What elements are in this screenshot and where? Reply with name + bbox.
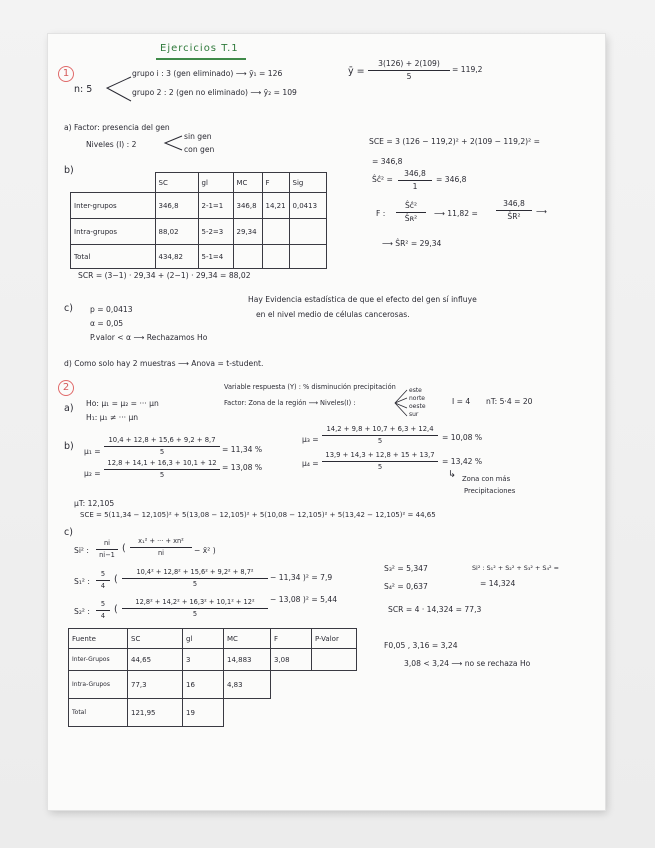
title-underline — [156, 58, 246, 60]
conclusion-line-1: Hay Evidencia estadística de que el efecto del gen sí influye — [248, 295, 477, 304]
si2-coef-numerator: ni — [96, 540, 118, 550]
table2-cell: 77,3 — [128, 671, 183, 699]
sc2-numerator: 346,8 — [398, 170, 432, 181]
grand-mean-numerator: 3(126) + 2(109) — [368, 60, 450, 71]
mu4-result: = 13,42 % — [442, 457, 483, 466]
table2-cell — [224, 699, 271, 727]
alpha-value: α = 0,05 — [90, 319, 124, 328]
scr-line: SCR = (3−1) · 29,34 + (2−1) · 29,34 = 88,02 — [78, 271, 251, 280]
part-a-levels: Niveles (I) : 2 — [86, 140, 137, 149]
table1-header-f: F — [262, 173, 289, 193]
f-value: ⟶ 11,82 = — [434, 209, 478, 218]
mu4-lhs: μ₄ = — [302, 459, 319, 468]
table2-cell — [271, 699, 312, 727]
mu1-numerator: 10,4 + 12,8 + 15,6 + 9,2 + 8,7 — [104, 437, 220, 447]
mu3-denominator: 5 — [377, 436, 383, 445]
table2-cell: Intra-Grupos — [69, 671, 128, 699]
f-denominator: Ŝʀ² — [404, 213, 418, 223]
s22-big-denominator: 5 — [192, 609, 198, 618]
table2-cell — [312, 699, 357, 727]
p-value-decision: P.valor < α ⟶ Rechazamos Ho — [90, 333, 208, 342]
si2-inner-numerator: x₁² + ··· + xn² — [130, 538, 192, 548]
mu1-denominator: 5 — [159, 447, 165, 456]
table1-cell: 2-1=1 — [198, 193, 233, 219]
f-fraction — [396, 202, 426, 222]
si2-open-paren: ( — [122, 543, 126, 554]
anova-table-1 — [70, 172, 327, 269]
mu3-lhs: μ₃ = — [302, 435, 319, 444]
s12-tail: − 11,34 )² = 7,9 — [270, 573, 333, 582]
table2-header-f: F — [271, 629, 312, 649]
s22-coef-numerator: 5 — [96, 601, 110, 611]
table2-cell: Inter-Grupos — [69, 649, 128, 671]
exercise-1-number: 1 — [58, 66, 74, 82]
table1-cell — [262, 245, 289, 269]
mu3-fraction — [322, 426, 438, 445]
f-arrow: ⟶ — [536, 207, 547, 216]
s42-value: S₄² = 0,637 — [384, 582, 428, 591]
table1-cell — [233, 245, 262, 269]
grand-mean-denominator: 5 — [406, 71, 412, 81]
group-1-line: grupo i : 3 (gen eliminado) ⟶ ȳ₁ = 126 — [132, 69, 283, 78]
level-sin-gen: sin gen — [184, 132, 212, 141]
exercise-2-number: 2 — [58, 380, 74, 396]
table2-cell: 44,65 — [128, 649, 183, 671]
table1-cell: 88,02 — [155, 219, 198, 245]
s12-coef-fraction — [96, 571, 110, 589]
table2-header-pvalor: P-Valor — [312, 629, 357, 649]
group-2-line: grupo 2 : 2 (gen no eliminado) ⟶ ȳ₂ = 109 — [132, 88, 297, 97]
table1-cell: 346,8 — [233, 193, 262, 219]
table1-header-gl: gl — [198, 173, 233, 193]
ex2-scr: SCR = 4 · 14,324 = 77,3 — [388, 605, 482, 614]
mu1-fraction — [104, 437, 220, 456]
f2-fraction — [496, 200, 532, 220]
s12-lhs: S₁² : — [74, 577, 90, 586]
table1-cell — [289, 245, 326, 269]
sc2-result: = 346,8 — [436, 175, 467, 184]
table1-cell: Intra-grupos — [71, 219, 156, 245]
sce-line-2: = 346,8 — [372, 157, 403, 166]
mu4-denominator: 5 — [377, 462, 383, 471]
f-lhs: F : — [376, 209, 386, 218]
table1-header-sc: SC — [155, 173, 198, 193]
alt-hypothesis: H₁: μ₁ ≠ ··· μn — [86, 413, 139, 422]
sample-size: n: 5 — [74, 84, 93, 95]
si2-inner-fraction — [130, 538, 192, 556]
mu4-numerator: 13,9 + 14,3 + 12,8 + 15 + 13,7 — [322, 452, 438, 462]
mu1-result: = 11,34 % — [222, 445, 263, 454]
s32-value: S₃² = 5,347 — [384, 564, 428, 573]
table2-cell: Total — [69, 699, 128, 727]
table2-cell: 121,95 — [128, 699, 183, 727]
grand-mean-lhs: ȳ = — [348, 66, 365, 77]
table2-cell — [312, 649, 357, 671]
num-levels: I = 4 — [452, 397, 471, 406]
s22-tail: − 13,08 )² = 5,44 — [270, 595, 338, 604]
table1-cell: Total — [71, 245, 156, 269]
mu2-denominator: 5 — [159, 470, 165, 479]
s12-big-denominator: 5 — [192, 579, 198, 588]
table2-cell — [271, 671, 312, 699]
table2-cell: 16 — [183, 671, 224, 699]
sc2-fraction — [398, 170, 432, 190]
grand-mean-mut: μT: 12,105 — [74, 499, 115, 508]
s22-open-paren: ( — [114, 604, 118, 615]
table2-header-sc: SC — [128, 629, 183, 649]
si2-sum: Si² : S₁² + S₂² + S₃² + S₄² = — [472, 564, 559, 572]
table1-cell: 434,82 — [155, 245, 198, 269]
table2-cell: 14,883 — [224, 649, 271, 671]
sr2-result: ⟶ ŜR² = 29,34 — [382, 239, 442, 248]
s22-big-fraction — [122, 599, 268, 617]
table1-cell: Inter-grupos — [71, 193, 156, 219]
table1-cell: 0,0413 — [289, 193, 326, 219]
s12-coef-denominator: 4 — [100, 581, 106, 590]
table2-cell: 3,08 — [271, 649, 312, 671]
table1-cell: 346,8 — [155, 193, 198, 219]
s22-coef-denominator: 4 — [100, 611, 106, 620]
table1-cell — [289, 219, 326, 245]
grand-mean-fraction — [368, 60, 450, 80]
part-b-label: b) — [64, 165, 74, 176]
table1-cell: 29,34 — [233, 219, 262, 245]
sce-line-1: SCE = 3 (126 − 119,2)² + 2(109 − 119,2)² = — [369, 137, 540, 146]
s22-big-numerator: 12,8² + 14,2² + 16,3² + 10,1² + 12² — [122, 599, 268, 609]
mu2-lhs: μ₂ = — [84, 469, 101, 478]
mu2-result: = 13,08 % — [222, 463, 263, 472]
mu2-fraction — [104, 460, 220, 479]
si2-lhs: Si² : — [74, 546, 89, 555]
null-hypothesis: Ho: μ₁ = μ₂ = ··· μn — [86, 399, 159, 408]
brace-branch-svg — [103, 73, 133, 105]
page-title: Ejercicios T.1 — [160, 43, 239, 54]
s12-big-fraction — [122, 569, 268, 587]
table2-cell — [312, 671, 357, 699]
factor-zone: Factor: Zona de la región ⟶ Niveles(I) : — [224, 399, 356, 407]
f-critical: F0,05 , 3,16 = 3,24 — [384, 641, 458, 650]
note-arrow-icon: ↳ — [448, 469, 456, 480]
f2-numerator: 346,8 — [496, 200, 532, 211]
s22-coef-fraction — [96, 601, 110, 619]
mu3-numerator: 14,2 + 9,8 + 10,7 + 6,3 + 12,4 — [322, 426, 438, 436]
response-variable: Variable respuesta (Y) : % disminución precipitación — [224, 383, 396, 391]
levels-branch-svg — [162, 133, 184, 153]
total-n: nT: 5·4 = 20 — [486, 397, 533, 406]
f-numerator: Ŝĉ² — [396, 202, 426, 213]
part-a-factor: a) Factor: presencia del gen — [64, 123, 170, 132]
zone-norte: norte — [409, 395, 425, 402]
table1-cell: 5-2=3 — [198, 219, 233, 245]
f2-denominator: ŜR² — [507, 211, 521, 221]
anova-table-2 — [68, 628, 357, 727]
mu1-lhs: μ₁ = — [84, 447, 101, 456]
s12-coef-numerator: 5 — [96, 571, 110, 581]
si2-sum-value: = 14,324 — [480, 579, 516, 588]
zones-branch-svg — [393, 388, 409, 418]
table2-cell: 3 — [183, 649, 224, 671]
si2-coef-denominator: ni−1 — [99, 550, 115, 559]
grand-mean-result: = 119,2 — [452, 65, 483, 74]
ex2-part-c-label: c) — [64, 527, 73, 538]
level-con-gen: con gen — [184, 145, 215, 154]
ex2-part-a-label: a) — [64, 403, 74, 414]
table1-header-sig: Sig — [289, 173, 326, 193]
table2-cell: 19 — [183, 699, 224, 727]
p-value: p = 0,0413 — [90, 305, 133, 314]
zone-oeste: oeste — [409, 403, 426, 410]
s22-lhs: S₂² : — [74, 607, 90, 616]
table1-cell: 5-1=4 — [198, 245, 233, 269]
si2-tail: − x̄² ) — [194, 546, 216, 555]
part-c-label: c) — [64, 303, 73, 314]
sc2-lhs: Ŝĉ² = — [372, 175, 393, 184]
part-d-text: d) Como solo hay 2 muestras ⟶ Anova = t-student. — [64, 359, 264, 368]
table1-cell — [262, 219, 289, 245]
conclusion-line-2: en el nivel medio de células cancerosas. — [256, 310, 410, 319]
mu2-numerator: 12,8 + 14,1 + 16,3 + 10,1 + 12 — [104, 460, 220, 470]
mu4-fraction — [322, 452, 438, 471]
note-line-2: Precipitaciones — [464, 487, 516, 495]
table1-header-empty — [71, 173, 156, 193]
sc2-denominator: 1 — [412, 181, 418, 191]
s12-big-numerator: 10,4² + 12,8² + 15,6² + 9,2² + 8,7² — [122, 569, 268, 579]
mu3-result: = 10,08 % — [442, 433, 483, 442]
si2-inner-denominator: ni — [157, 548, 164, 557]
ex2-conclusion: 3,08 < 3,24 ⟶ no se rechaza Ho — [404, 659, 531, 668]
table2-header-gl: gl — [183, 629, 224, 649]
s12-open-paren: ( — [114, 574, 118, 585]
table1-header-mc: MC — [233, 173, 262, 193]
table2-header-fuente: Fuente — [69, 629, 128, 649]
zone-este: este — [409, 387, 422, 394]
note-line-1: Zona con más — [462, 475, 511, 483]
ex2-part-b-label: b) — [64, 441, 74, 452]
table1-cell: 14,21 — [262, 193, 289, 219]
zone-sur: sur — [409, 411, 419, 418]
ex2-sce-line: SCE = 5(11,34 − 12,105)² + 5(13,08 − 12,105)² + 5(10,08 − 12,105)² + 5(13,42 − 12,105)² = 44,65 — [80, 511, 436, 519]
table2-cell: 4,83 — [224, 671, 271, 699]
si2-coef-fraction — [96, 540, 118, 558]
table2-header-mc: MC — [224, 629, 271, 649]
